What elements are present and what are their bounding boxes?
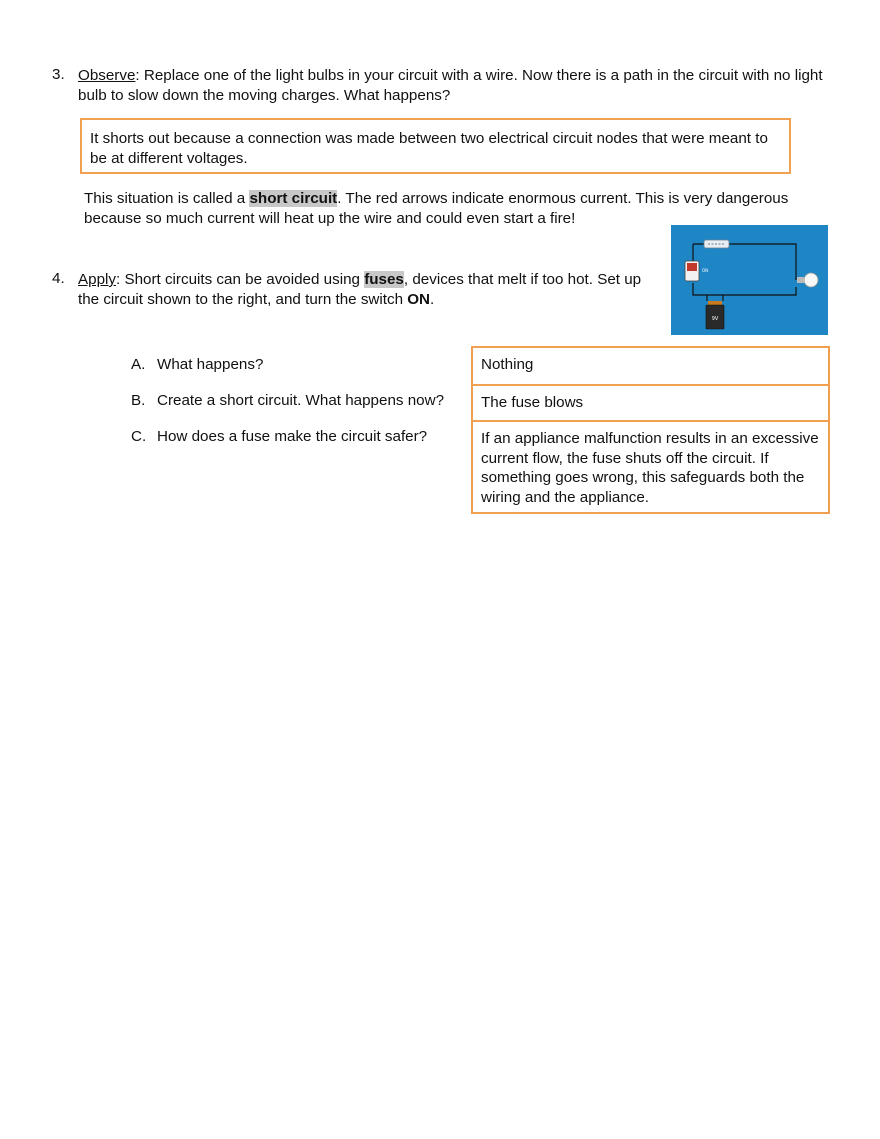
q3-label: Observe <box>78 67 136 84</box>
q4-label: Apply <box>78 271 116 288</box>
q4-prompt <box>78 270 658 309</box>
battery-label: 9V <box>711 316 719 322</box>
switch-on-word: ON <box>407 290 431 308</box>
q3-number: 3. <box>52 66 65 83</box>
q4c-letter: C. <box>131 428 147 445</box>
q4b-answer-cell[interactable] <box>473 384 828 420</box>
q3-text: : Replace one of the light bulbs in your circuit with a wire. Now there is a path in the circuit with no light bulb to slow down the moving charges. What happens? <box>78 67 823 104</box>
light-bulb-icon <box>797 273 818 287</box>
q3-answer-box[interactable] <box>80 118 791 174</box>
q4c-text: How does a fuse make the circuit safer? <box>157 428 428 445</box>
q4b-text: Create a short circuit. What happens now? <box>157 392 445 409</box>
fuse-icon <box>704 240 729 248</box>
short-circuit-note <box>84 189 828 228</box>
q4a-answer-cell[interactable] <box>473 348 828 384</box>
q4-answer-table <box>471 346 830 514</box>
fuses-term: fuses <box>364 271 404 288</box>
q3-answer: It shorts out because a connection was made between two electrical circuit nodes that were meant to be at different voltages. <box>90 130 768 167</box>
q4c-answer: If an appliance malfunction results in an excessive current flow, the fuse shuts off the circuit. If something goes wrong, this safeguards both the wiring and the appliance. <box>481 430 819 506</box>
svg-text:ON: ON <box>702 268 709 273</box>
circuit-diagram <box>671 225 828 335</box>
q4a-text: What happens? <box>157 356 264 373</box>
q4-text-end: . <box>430 290 435 308</box>
note-text-after: . The red arrows indicate enormous current. This is very dangerous because so much current will heat up the wire and could even start a fire! <box>84 190 789 227</box>
q4a-letter: A. <box>131 356 146 373</box>
note-text-before: This situation is called a <box>84 190 250 207</box>
short-circuit-term: short circuit <box>249 190 338 207</box>
q3-prompt <box>78 66 838 105</box>
q4a-answer: Nothing <box>481 356 534 373</box>
q4-text-middle: , devices that melt if too hot. Set up the circuit shown to the right, and turn the switch <box>78 271 642 308</box>
q4b-letter: B. <box>131 392 146 409</box>
q4-text-before: : Short circuits can be avoided using <box>116 271 365 288</box>
q4b-answer: The fuse blows <box>481 394 584 411</box>
battery-icon <box>706 301 724 329</box>
switch-icon <box>685 261 708 281</box>
q4-number: 4. <box>52 270 65 287</box>
fuse-circuit-image <box>671 225 828 335</box>
q4c-answer-cell[interactable] <box>473 420 828 513</box>
